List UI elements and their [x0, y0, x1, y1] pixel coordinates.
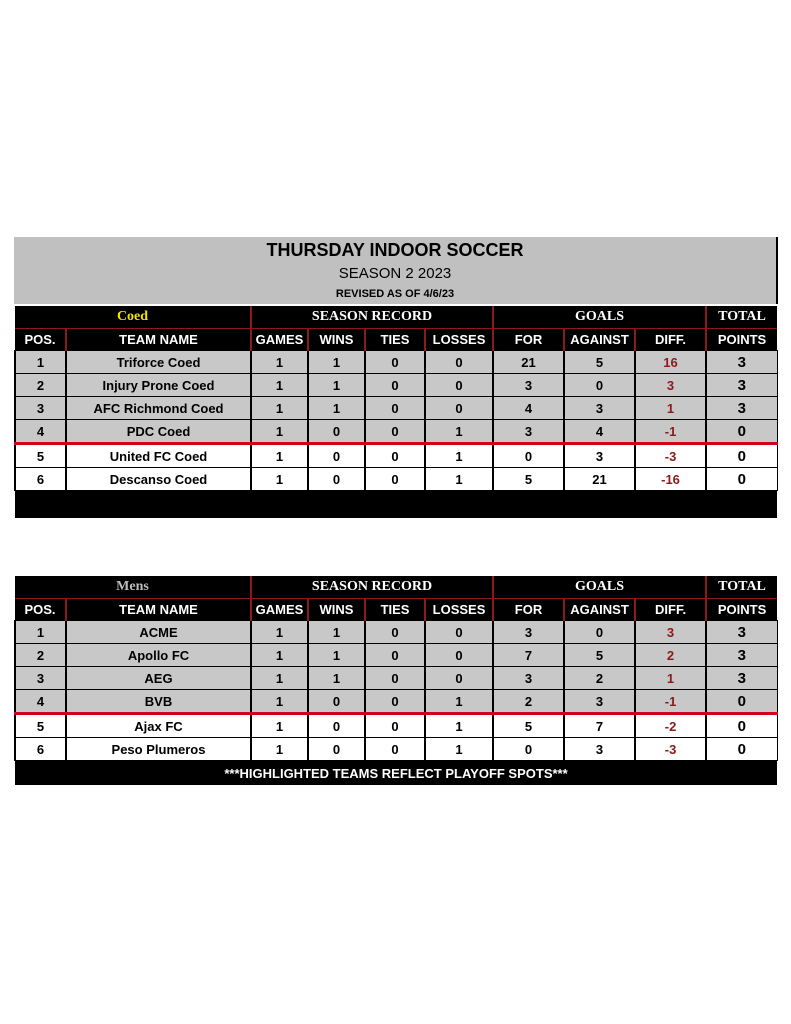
- cell-losses: 0: [425, 667, 493, 690]
- cell-against: 7: [564, 714, 635, 738]
- cell-losses: 1: [425, 738, 493, 761]
- cell-for: 0: [493, 444, 564, 468]
- sheet-title: THURSDAY INDOOR SOCCER: [266, 240, 524, 260]
- cell-ties: 0: [365, 667, 425, 690]
- cell-team: BVB: [66, 690, 251, 714]
- cell-wins: 1: [308, 397, 365, 420]
- cell-pos: 6: [15, 468, 66, 491]
- cell-wins: 1: [308, 374, 365, 397]
- cell-wins: 1: [308, 621, 365, 644]
- cell-wins: 1: [308, 351, 365, 374]
- col-team-name: TEAM NAME: [66, 599, 251, 621]
- division-header-row: [15, 576, 777, 599]
- cell-points: 0: [706, 444, 777, 468]
- col-for: FOR: [493, 599, 564, 621]
- cell-games: 1: [251, 621, 308, 644]
- cell-against: 21: [564, 468, 635, 491]
- cell-pos: 5: [15, 444, 66, 468]
- cell-against: 3: [564, 690, 635, 714]
- team-row: [15, 444, 777, 468]
- season-record-header: SEASON RECORD: [251, 576, 493, 599]
- cell-games: 1: [251, 374, 308, 397]
- col-against: AGAINST: [564, 329, 635, 351]
- cell-ties: 0: [365, 374, 425, 397]
- goals-header: GOALS: [493, 306, 706, 329]
- cell-games: 1: [251, 644, 308, 667]
- team-row: [15, 420, 777, 444]
- cell-wins: 0: [308, 468, 365, 491]
- sheet-subtitle: SEASON 2 2023: [338, 265, 452, 282]
- cell-against: 5: [564, 351, 635, 374]
- cell-games: 1: [251, 351, 308, 374]
- cell-losses: 0: [425, 621, 493, 644]
- division-name: Coed: [15, 306, 251, 329]
- col-ties: TIES: [365, 599, 425, 621]
- cell-ties: 0: [365, 644, 425, 667]
- cell-diff: 16: [635, 351, 706, 374]
- cell-diff: 3: [635, 374, 706, 397]
- cell-games: 1: [251, 444, 308, 468]
- cell-wins: 1: [308, 667, 365, 690]
- cell-team: United FC Coed: [66, 444, 251, 468]
- cell-for: 3: [493, 420, 564, 444]
- cell-team: AFC Richmond Coed: [66, 397, 251, 420]
- cell-pos: 4: [15, 420, 66, 444]
- cell-for: 2: [493, 690, 564, 714]
- cell-diff: -16: [635, 468, 706, 491]
- cell-points: 3: [706, 621, 777, 644]
- cell-for: 3: [493, 374, 564, 397]
- col-diff: DIFF.: [635, 329, 706, 351]
- revised-date: REVISED AS OF 4/6/23: [335, 288, 455, 300]
- cell-against: 0: [564, 621, 635, 644]
- cell-diff: 2: [635, 644, 706, 667]
- goals-header: GOALS: [493, 576, 706, 599]
- cell-ties: 0: [365, 714, 425, 738]
- col-for: FOR: [493, 329, 564, 351]
- team-row: [15, 468, 777, 491]
- cell-ties: 0: [365, 738, 425, 761]
- cell-team: Descanso Coed: [66, 468, 251, 491]
- cell-wins: 0: [308, 714, 365, 738]
- column-header-row: [15, 329, 777, 351]
- team-row: [15, 374, 777, 397]
- total-header: TOTAL: [706, 306, 777, 329]
- cell-games: 1: [251, 690, 308, 714]
- col-games: GAMES: [251, 599, 308, 621]
- cell-ties: 0: [365, 397, 425, 420]
- division-header-row: [15, 306, 777, 329]
- cell-for: 3: [493, 621, 564, 644]
- cell-diff: -1: [635, 690, 706, 714]
- cell-points: 0: [706, 420, 777, 444]
- cell-pos: 1: [15, 351, 66, 374]
- cell-team: Injury Prone Coed: [66, 374, 251, 397]
- cell-for: 0: [493, 738, 564, 761]
- cell-wins: 1: [308, 644, 365, 667]
- cell-points: 0: [706, 690, 777, 714]
- cell-losses: 0: [425, 374, 493, 397]
- cell-ties: 0: [365, 468, 425, 491]
- team-row: [15, 621, 777, 644]
- team-row: [15, 667, 777, 690]
- cell-points: 3: [706, 644, 777, 667]
- cell-points: 3: [706, 397, 777, 420]
- cell-points: 3: [706, 667, 777, 690]
- table-footer: ***HIGHLIGHTED TEAMS REFLECT PLAYOFF SPOTS***: [15, 761, 777, 786]
- cell-wins: 0: [308, 420, 365, 444]
- cell-against: 0: [564, 374, 635, 397]
- cell-diff: 1: [635, 397, 706, 420]
- cell-against: 5: [564, 644, 635, 667]
- cell-against: 2: [564, 667, 635, 690]
- col-games: GAMES: [251, 329, 308, 351]
- col-team-name: TEAM NAME: [66, 329, 251, 351]
- col-points: POINTS: [706, 329, 777, 351]
- cell-for: 5: [493, 468, 564, 491]
- table-footer-row: [15, 491, 777, 519]
- team-row: [15, 738, 777, 761]
- cell-losses: 0: [425, 644, 493, 667]
- cell-team: ACME: [66, 621, 251, 644]
- cell-team: Ajax FC: [66, 714, 251, 738]
- cell-losses: 1: [425, 444, 493, 468]
- team-row: [15, 644, 777, 667]
- cell-pos: 5: [15, 714, 66, 738]
- cell-points: 0: [706, 468, 777, 491]
- column-header-row: [15, 599, 777, 621]
- cell-losses: 1: [425, 468, 493, 491]
- cell-ties: 0: [365, 690, 425, 714]
- cell-ties: 0: [365, 420, 425, 444]
- cell-diff: -3: [635, 444, 706, 468]
- cell-pos: 4: [15, 690, 66, 714]
- cell-against: 3: [564, 444, 635, 468]
- cell-team: AEG: [66, 667, 251, 690]
- cell-for: 4: [493, 397, 564, 420]
- col-ties: TIES: [365, 329, 425, 351]
- table-footer-row: [15, 761, 777, 786]
- col-pos: POS.: [15, 329, 66, 351]
- cell-against: 4: [564, 420, 635, 444]
- cell-pos: 6: [15, 738, 66, 761]
- cell-points: 0: [706, 738, 777, 761]
- cell-for: 5: [493, 714, 564, 738]
- col-losses: LOSSES: [425, 599, 493, 621]
- cell-losses: 0: [425, 351, 493, 374]
- cell-games: 1: [251, 397, 308, 420]
- col-wins: WINS: [308, 599, 365, 621]
- cell-games: 1: [251, 738, 308, 761]
- col-diff: DIFF.: [635, 599, 706, 621]
- team-row: [15, 690, 777, 714]
- team-row: [15, 397, 777, 420]
- col-points: POINTS: [706, 599, 777, 621]
- cell-wins: 0: [308, 444, 365, 468]
- cell-team: PDC Coed: [66, 420, 251, 444]
- cell-points: 3: [706, 374, 777, 397]
- cell-team: Triforce Coed: [66, 351, 251, 374]
- cell-losses: 1: [425, 420, 493, 444]
- coed-standings-table: [14, 306, 778, 518]
- cell-wins: 0: [308, 690, 365, 714]
- cell-losses: 1: [425, 690, 493, 714]
- col-losses: LOSSES: [425, 329, 493, 351]
- team-row: [15, 351, 777, 374]
- cell-ties: 0: [365, 444, 425, 468]
- cell-for: 3: [493, 667, 564, 690]
- cell-pos: 3: [15, 667, 66, 690]
- cell-games: 1: [251, 420, 308, 444]
- cell-pos: 1: [15, 621, 66, 644]
- cell-diff: 3: [635, 621, 706, 644]
- season-record-header: SEASON RECORD: [251, 306, 493, 329]
- total-header: TOTAL: [706, 576, 777, 599]
- team-row: [15, 714, 777, 738]
- cell-points: 0: [706, 714, 777, 738]
- cell-for: 21: [493, 351, 564, 374]
- cell-games: 1: [251, 714, 308, 738]
- cell-pos: 2: [15, 374, 66, 397]
- cell-for: 7: [493, 644, 564, 667]
- cell-pos: 2: [15, 644, 66, 667]
- cell-ties: 0: [365, 621, 425, 644]
- cell-diff: -1: [635, 420, 706, 444]
- division-name: Mens: [15, 576, 251, 599]
- cell-team: Apollo FC: [66, 644, 251, 667]
- cell-games: 1: [251, 468, 308, 491]
- cell-team: Peso Plumeros: [66, 738, 251, 761]
- cell-losses: 1: [425, 714, 493, 738]
- cell-points: 3: [706, 351, 777, 374]
- cell-diff: 1: [635, 667, 706, 690]
- cell-losses: 0: [425, 397, 493, 420]
- cell-diff: -2: [635, 714, 706, 738]
- col-against: AGAINST: [564, 599, 635, 621]
- table-footer: [15, 491, 777, 519]
- col-wins: WINS: [308, 329, 365, 351]
- cell-wins: 0: [308, 738, 365, 761]
- cell-against: 3: [564, 397, 635, 420]
- cell-ties: 0: [365, 351, 425, 374]
- cell-games: 1: [251, 667, 308, 690]
- cell-diff: -3: [635, 738, 706, 761]
- sheet-title-block: [14, 237, 778, 304]
- col-pos: POS.: [15, 599, 66, 621]
- cell-against: 3: [564, 738, 635, 761]
- cell-pos: 3: [15, 397, 66, 420]
- mens-standings-table: [14, 576, 778, 785]
